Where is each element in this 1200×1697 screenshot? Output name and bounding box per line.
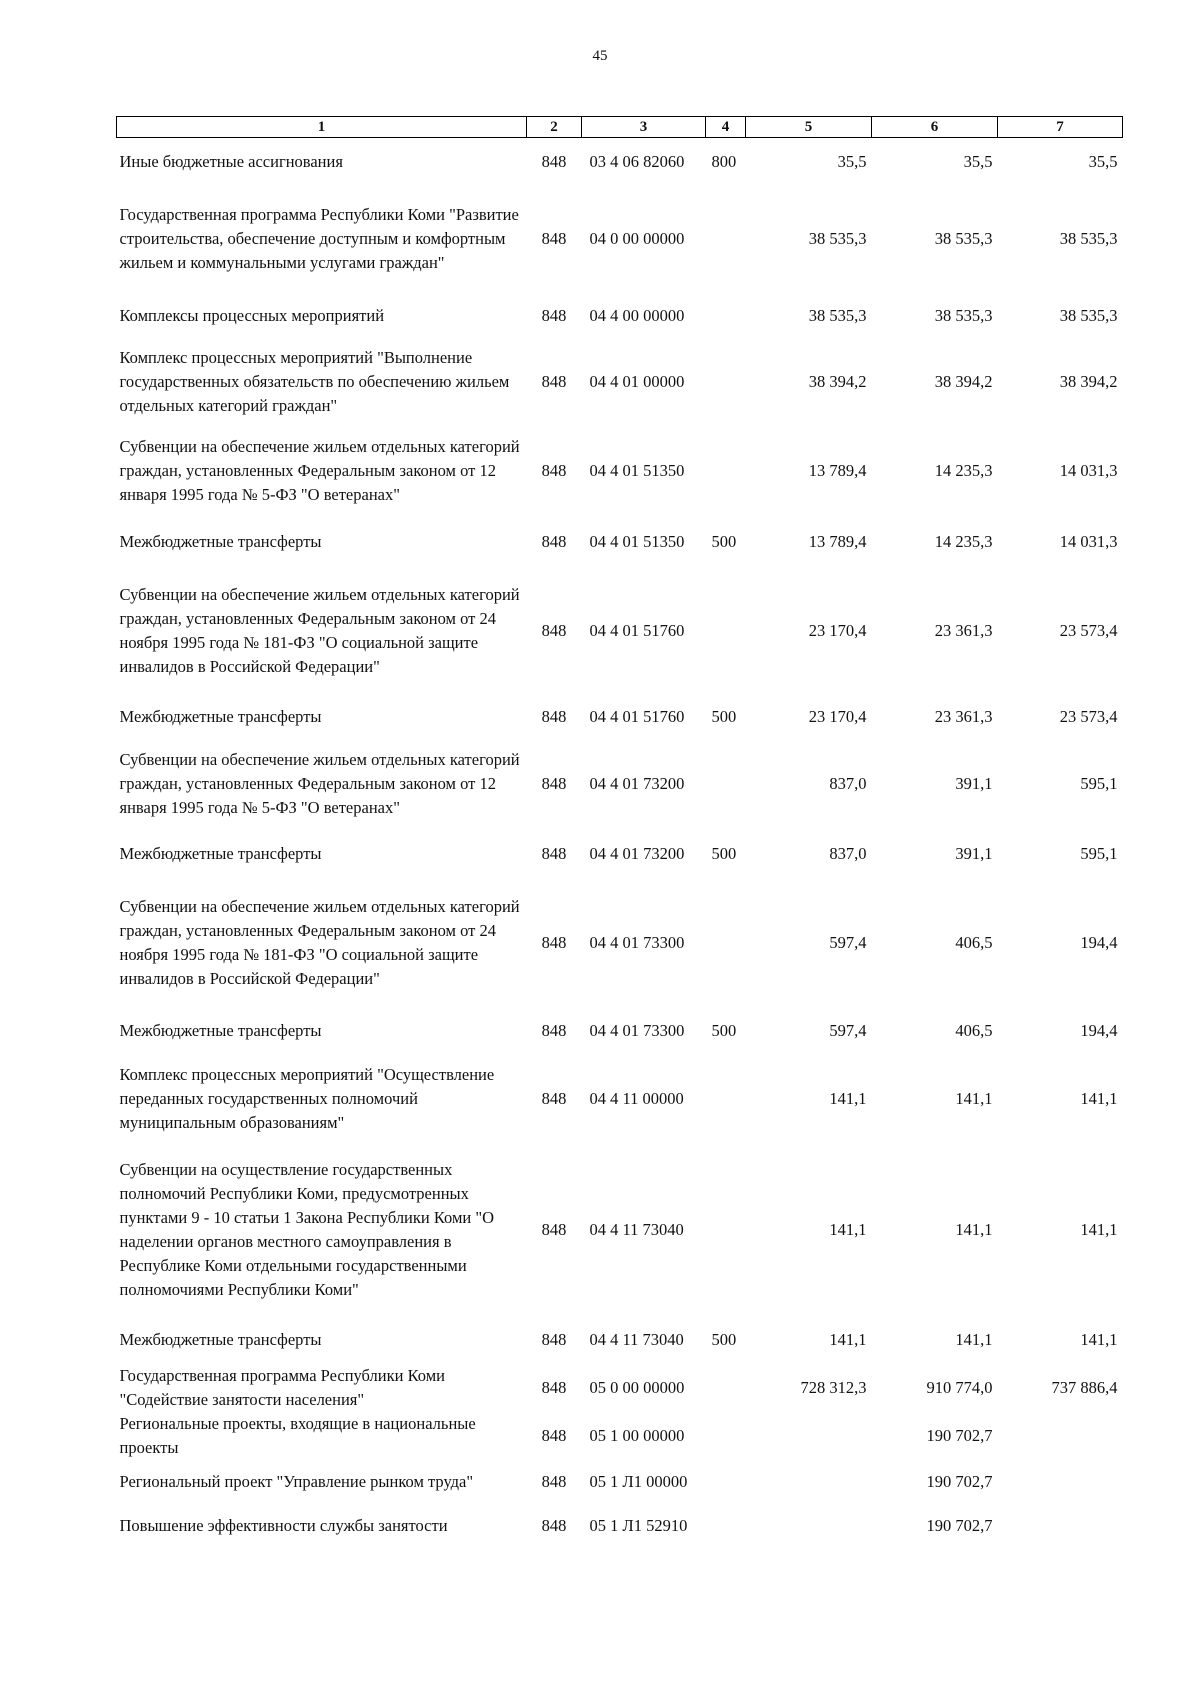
- row-name-cell: Региональный проект "Управление рынком труда": [119, 1471, 474, 1491]
- row-name-cell: Субвенции на обеспечение жильем отдельных категорий граждан, установленных Федеральным законом от 12 января 1995 года № 5-ФЗ "О ветеранах": [119, 749, 520, 817]
- row-value-5-cell: 141,1: [829, 1219, 867, 1239]
- row-csr-cell: 04 4 01 51760: [589, 706, 685, 726]
- row-csr-cell: 04 4 01 73300: [589, 932, 685, 952]
- row-gr-cell: 848: [541, 706, 567, 726]
- row-value-5-cell: 35,5: [837, 151, 867, 171]
- row-vr-cell: [706, 1144, 746, 1316]
- row-csr-cell: 04 4 01 51760: [589, 620, 685, 640]
- row-vr-cell: [706, 424, 746, 518]
- row-name-cell: Государственная программа Республики Коми "Развитие строительства, обеспечение доступным и комфортным жильем и коммунальными услугами граждан": [119, 204, 519, 272]
- row-vr-cell: 500: [711, 706, 737, 726]
- row-name-cell: Межбюджетные трансферты: [119, 1329, 322, 1349]
- row-value-6-cell: 14 235,3: [934, 531, 993, 551]
- row-vr-cell: [706, 738, 746, 830]
- row-value-6-cell: 38 535,3: [934, 228, 993, 248]
- column-header: 2: [527, 117, 582, 138]
- row-value-6-cell: 391,1: [955, 773, 993, 793]
- row-value-5-cell: [746, 1412, 872, 1460]
- row-csr-cell: 04 4 11 00000: [589, 1088, 684, 1108]
- row-value-5-cell: 141,1: [829, 1088, 867, 1108]
- row-csr-cell: 04 4 01 73200: [589, 843, 685, 863]
- row-value-5-cell: 837,0: [829, 773, 867, 793]
- row-gr-cell: 848: [541, 1219, 567, 1239]
- row-name-cell: Субвенции на осуществление государственных полномочий Республики Коми, предусмотренных пунктами 9 - 10 статьи 1 Закона Республики Коми "О наделении органов местного самоуправления в Республике Коми отдельными государственными полномочиями Республики Коми": [119, 1159, 495, 1299]
- row-csr-cell: 04 4 11 73040: [589, 1329, 684, 1349]
- row-name-cell: Субвенции на обеспечение жильем отдельных категорий граждан, установленных Федеральным законом от 12 января 1995 года № 5-ФЗ "О ветеранах": [119, 436, 520, 504]
- column-header: 3: [582, 117, 706, 138]
- row-value-5-cell: 13 789,4: [808, 460, 867, 480]
- row-vr-cell: 500: [711, 1020, 737, 1040]
- row-value-5-cell: 597,4: [829, 1020, 867, 1040]
- row-value-6-cell: 38 535,3: [934, 305, 993, 325]
- table-row: [117, 1316, 1123, 1364]
- row-vr-cell: 500: [711, 531, 737, 551]
- row-vr-cell: 800: [711, 151, 737, 171]
- row-name-cell: Региональные проекты, входящие в национальные проекты: [119, 1413, 476, 1457]
- row-vr-cell: [706, 1054, 746, 1144]
- row-gr-cell: 848: [541, 1088, 567, 1108]
- row-name-cell: Комплекс процессных мероприятий "Осуществление переданных государственных полномочий муниципальным образованиям": [119, 1064, 495, 1132]
- row-gr-cell: 848: [541, 1471, 567, 1491]
- row-vr-cell: [706, 1504, 746, 1548]
- budget-table: [116, 116, 1123, 1548]
- row-value-6-cell: 141,1: [955, 1329, 993, 1349]
- row-csr-cell: 05 1 Л1 52910: [589, 1515, 688, 1535]
- row-value-7-cell: [998, 1412, 1123, 1460]
- row-gr-cell: 848: [541, 228, 567, 248]
- row-value-7-cell: [998, 1504, 1123, 1548]
- row-name-cell: Субвенции на обеспечение жильем отдельных категорий граждан, установленных Федеральным законом от 24 ноября 1995 года № 181-ФЗ "О социальной защите инвалидов в Российской Федерации": [119, 896, 520, 988]
- row-value-7-cell: 23 573,4: [1059, 706, 1118, 726]
- row-value-7-cell: 141,1: [1080, 1088, 1118, 1108]
- row-gr-cell: 848: [541, 531, 567, 551]
- row-value-7-cell: 38 394,2: [1059, 371, 1118, 391]
- row-csr-cell: 04 4 01 73200: [589, 773, 685, 793]
- row-value-6-cell: 406,5: [955, 932, 993, 952]
- row-value-6-cell: 23 361,3: [934, 620, 993, 640]
- column-header: 6: [872, 117, 998, 138]
- row-gr-cell: 848: [541, 1515, 567, 1535]
- row-value-6-cell: 141,1: [955, 1219, 993, 1239]
- table-row: [117, 1504, 1123, 1548]
- row-value-5-cell: [746, 1460, 872, 1504]
- row-vr-cell: 500: [711, 843, 737, 863]
- table-row: [117, 830, 1123, 878]
- row-gr-cell: 848: [541, 1377, 567, 1397]
- table-row: [117, 1054, 1123, 1144]
- row-value-5-cell: 728 312,3: [800, 1377, 867, 1397]
- row-vr-cell: [706, 1460, 746, 1504]
- page-number: 45: [592, 48, 608, 64]
- table-row: [117, 340, 1123, 424]
- row-vr-cell: [706, 340, 746, 424]
- row-vr-cell: [706, 186, 746, 292]
- row-value-5-cell: 13 789,4: [808, 531, 867, 551]
- row-value-6-cell: 910 774,0: [926, 1377, 993, 1397]
- table-row: [117, 186, 1123, 292]
- row-value-5-cell: 837,0: [829, 843, 867, 863]
- row-value-6-cell: 391,1: [955, 843, 993, 863]
- row-name-cell: Межбюджетные трансферты: [119, 1020, 322, 1040]
- row-value-6-cell: 35,5: [963, 151, 993, 171]
- row-name-cell: Межбюджетные трансферты: [119, 531, 322, 551]
- row-value-5-cell: 23 170,4: [808, 620, 867, 640]
- row-gr-cell: 848: [541, 1425, 567, 1445]
- table-row: [117, 1412, 1123, 1460]
- row-vr-cell: [706, 878, 746, 1008]
- row-value-7-cell: [998, 1460, 1123, 1504]
- table-row: [117, 292, 1123, 340]
- column-header: 1: [117, 117, 527, 138]
- row-name-cell: Межбюджетные трансферты: [119, 843, 322, 863]
- row-value-6-cell: 38 394,2: [934, 371, 993, 391]
- header-row: [117, 117, 1123, 138]
- table-row: [117, 1460, 1123, 1504]
- row-gr-cell: 848: [541, 1020, 567, 1040]
- row-value-6-cell: 23 361,3: [934, 706, 993, 726]
- row-csr-cell: 04 4 01 51350: [589, 460, 685, 480]
- row-value-7-cell: 141,1: [1080, 1219, 1118, 1239]
- row-name-cell: Государственная программа Республики Коми "Содействие занятости населения": [119, 1365, 445, 1409]
- row-value-7-cell: 23 573,4: [1059, 620, 1118, 640]
- row-gr-cell: 848: [541, 305, 567, 325]
- row-value-5-cell: 23 170,4: [808, 706, 867, 726]
- row-value-6-cell: 190 702,7: [926, 1425, 993, 1445]
- row-value-7-cell: 35,5: [1088, 151, 1118, 171]
- row-gr-cell: 848: [541, 1329, 567, 1349]
- row-csr-cell: 04 4 11 73040: [589, 1219, 684, 1239]
- row-csr-cell: 05 1 Л1 00000: [589, 1471, 688, 1491]
- row-gr-cell: 848: [541, 151, 567, 171]
- row-name-cell: Иные бюджетные ассигнования: [119, 151, 343, 171]
- table-row: [117, 878, 1123, 1008]
- row-csr-cell: 04 0 00 00000: [589, 228, 685, 248]
- row-gr-cell: 848: [541, 932, 567, 952]
- row-gr-cell: 848: [541, 773, 567, 793]
- column-header: 7: [998, 117, 1123, 138]
- row-name-cell: Комплексы процессных мероприятий: [119, 305, 385, 325]
- row-csr-cell: 04 4 01 51350: [589, 531, 685, 551]
- row-name-cell: Субвенции на обеспечение жильем отдельных категорий граждан, установленных Федеральным законом от 24 ноября 1995 года № 181-ФЗ "О социальной защите инвалидов в Российской Федерации": [119, 584, 520, 676]
- row-vr-cell: [706, 1412, 746, 1460]
- row-gr-cell: 848: [541, 620, 567, 640]
- row-csr-cell: 03 4 06 82060: [589, 151, 685, 171]
- row-csr-cell: 05 1 00 00000: [589, 1425, 685, 1445]
- row-value-7-cell: 14 031,3: [1059, 531, 1118, 551]
- row-name-cell: Межбюджетные трансферты: [119, 706, 322, 726]
- row-csr-cell: 04 4 01 73300: [589, 1020, 685, 1040]
- row-value-7-cell: 595,1: [1080, 843, 1118, 863]
- row-csr-cell: 04 4 00 00000: [589, 305, 685, 325]
- row-value-5-cell: 141,1: [829, 1329, 867, 1349]
- row-value-6-cell: 406,5: [955, 1020, 993, 1040]
- row-value-5-cell: 38 535,3: [808, 228, 867, 248]
- table-row: [117, 424, 1123, 518]
- table-row: [117, 1364, 1123, 1412]
- column-header: 5: [746, 117, 872, 138]
- row-name-cell: Комплекс процессных мероприятий "Выполнение государственных обязательств по обеспечению жильем отдельных категорий граждан": [119, 347, 510, 415]
- row-gr-cell: 848: [541, 460, 567, 480]
- row-name-cell: Повышение эффективности службы занятости: [119, 1515, 448, 1535]
- table-row: [117, 1144, 1123, 1316]
- row-value-5-cell: [746, 1504, 872, 1548]
- row-vr-cell: [706, 566, 746, 696]
- row-value-7-cell: 14 031,3: [1059, 460, 1118, 480]
- row-value-7-cell: 194,4: [1080, 1020, 1118, 1040]
- row-vr-cell: 500: [711, 1329, 737, 1349]
- row-value-7-cell: 38 535,3: [1059, 228, 1118, 248]
- row-vr-cell: [706, 292, 746, 340]
- row-value-6-cell: 190 702,7: [926, 1471, 993, 1491]
- row-value-7-cell: 38 535,3: [1059, 305, 1118, 325]
- column-header: 4: [706, 117, 746, 138]
- row-value-7-cell: 141,1: [1080, 1329, 1118, 1349]
- row-csr-cell: 04 4 01 00000: [589, 371, 685, 391]
- row-value-7-cell: 194,4: [1080, 932, 1118, 952]
- table-row: [117, 696, 1123, 738]
- row-value-6-cell: 141,1: [955, 1088, 993, 1108]
- table-row: [117, 1008, 1123, 1054]
- row-vr-cell: [706, 1364, 746, 1412]
- row-value-6-cell: 14 235,3: [934, 460, 993, 480]
- row-value-7-cell: 737 886,4: [1051, 1377, 1118, 1397]
- row-value-6-cell: 190 702,7: [926, 1515, 993, 1535]
- table-row: [117, 518, 1123, 566]
- row-value-5-cell: 38 535,3: [808, 305, 867, 325]
- row-value-7-cell: 595,1: [1080, 773, 1118, 793]
- row-csr-cell: 05 0 00 00000: [589, 1377, 685, 1397]
- table-row: [117, 566, 1123, 696]
- table-row: [117, 738, 1123, 830]
- row-gr-cell: 848: [541, 843, 567, 863]
- row-gr-cell: 848: [541, 371, 567, 391]
- row-value-5-cell: 38 394,2: [808, 371, 867, 391]
- table-row: [117, 138, 1123, 186]
- row-value-5-cell: 597,4: [829, 932, 867, 952]
